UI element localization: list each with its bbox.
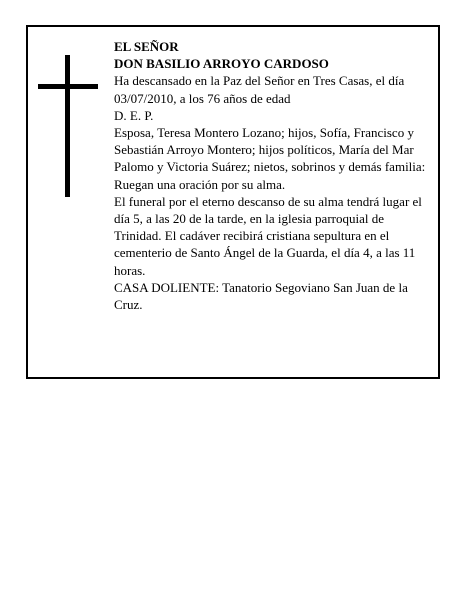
rip-text: D. E. P.	[114, 107, 154, 123]
title-line-1: EL SEÑOR	[114, 39, 179, 54]
mourning-house: CASA DOLIENTE: Tanatorio Segoviano San Juan de la Cruz.	[114, 279, 408, 313]
death-notice: Ha descansado en la Paz del Señor en Tres Casas, el día 03/07/2010, a los 76 años de edad	[114, 73, 405, 106]
prayer-request: Ruegan una oración por su alma.	[114, 176, 286, 192]
family-list: Esposa, Teresa Montero Lozano; hijos, Sofía, Francisco y Sebastián Arroyo Montero; hijos políticos, María del Mar Palomo y Victoria Suárez; nietos, sobrinos y demás familia:	[114, 125, 426, 175]
cross-icon	[65, 55, 70, 197]
funeral-details: El funeral por el eterno descanso de su alma tendrá lugar el día 5, a las 20 de la tarde, en la iglesia parroquial de Trinidad. El cadáver recibirá cristiana sepultura en el cementerio de Santo Ángel de la Guarda, el día 4, a las 11 horas.	[114, 193, 422, 278]
cross-icon-arm	[38, 84, 98, 89]
deceased-name: DON BASILIO ARROYO CARDOSO	[114, 56, 329, 72]
obituary-text	[114, 38, 426, 313]
